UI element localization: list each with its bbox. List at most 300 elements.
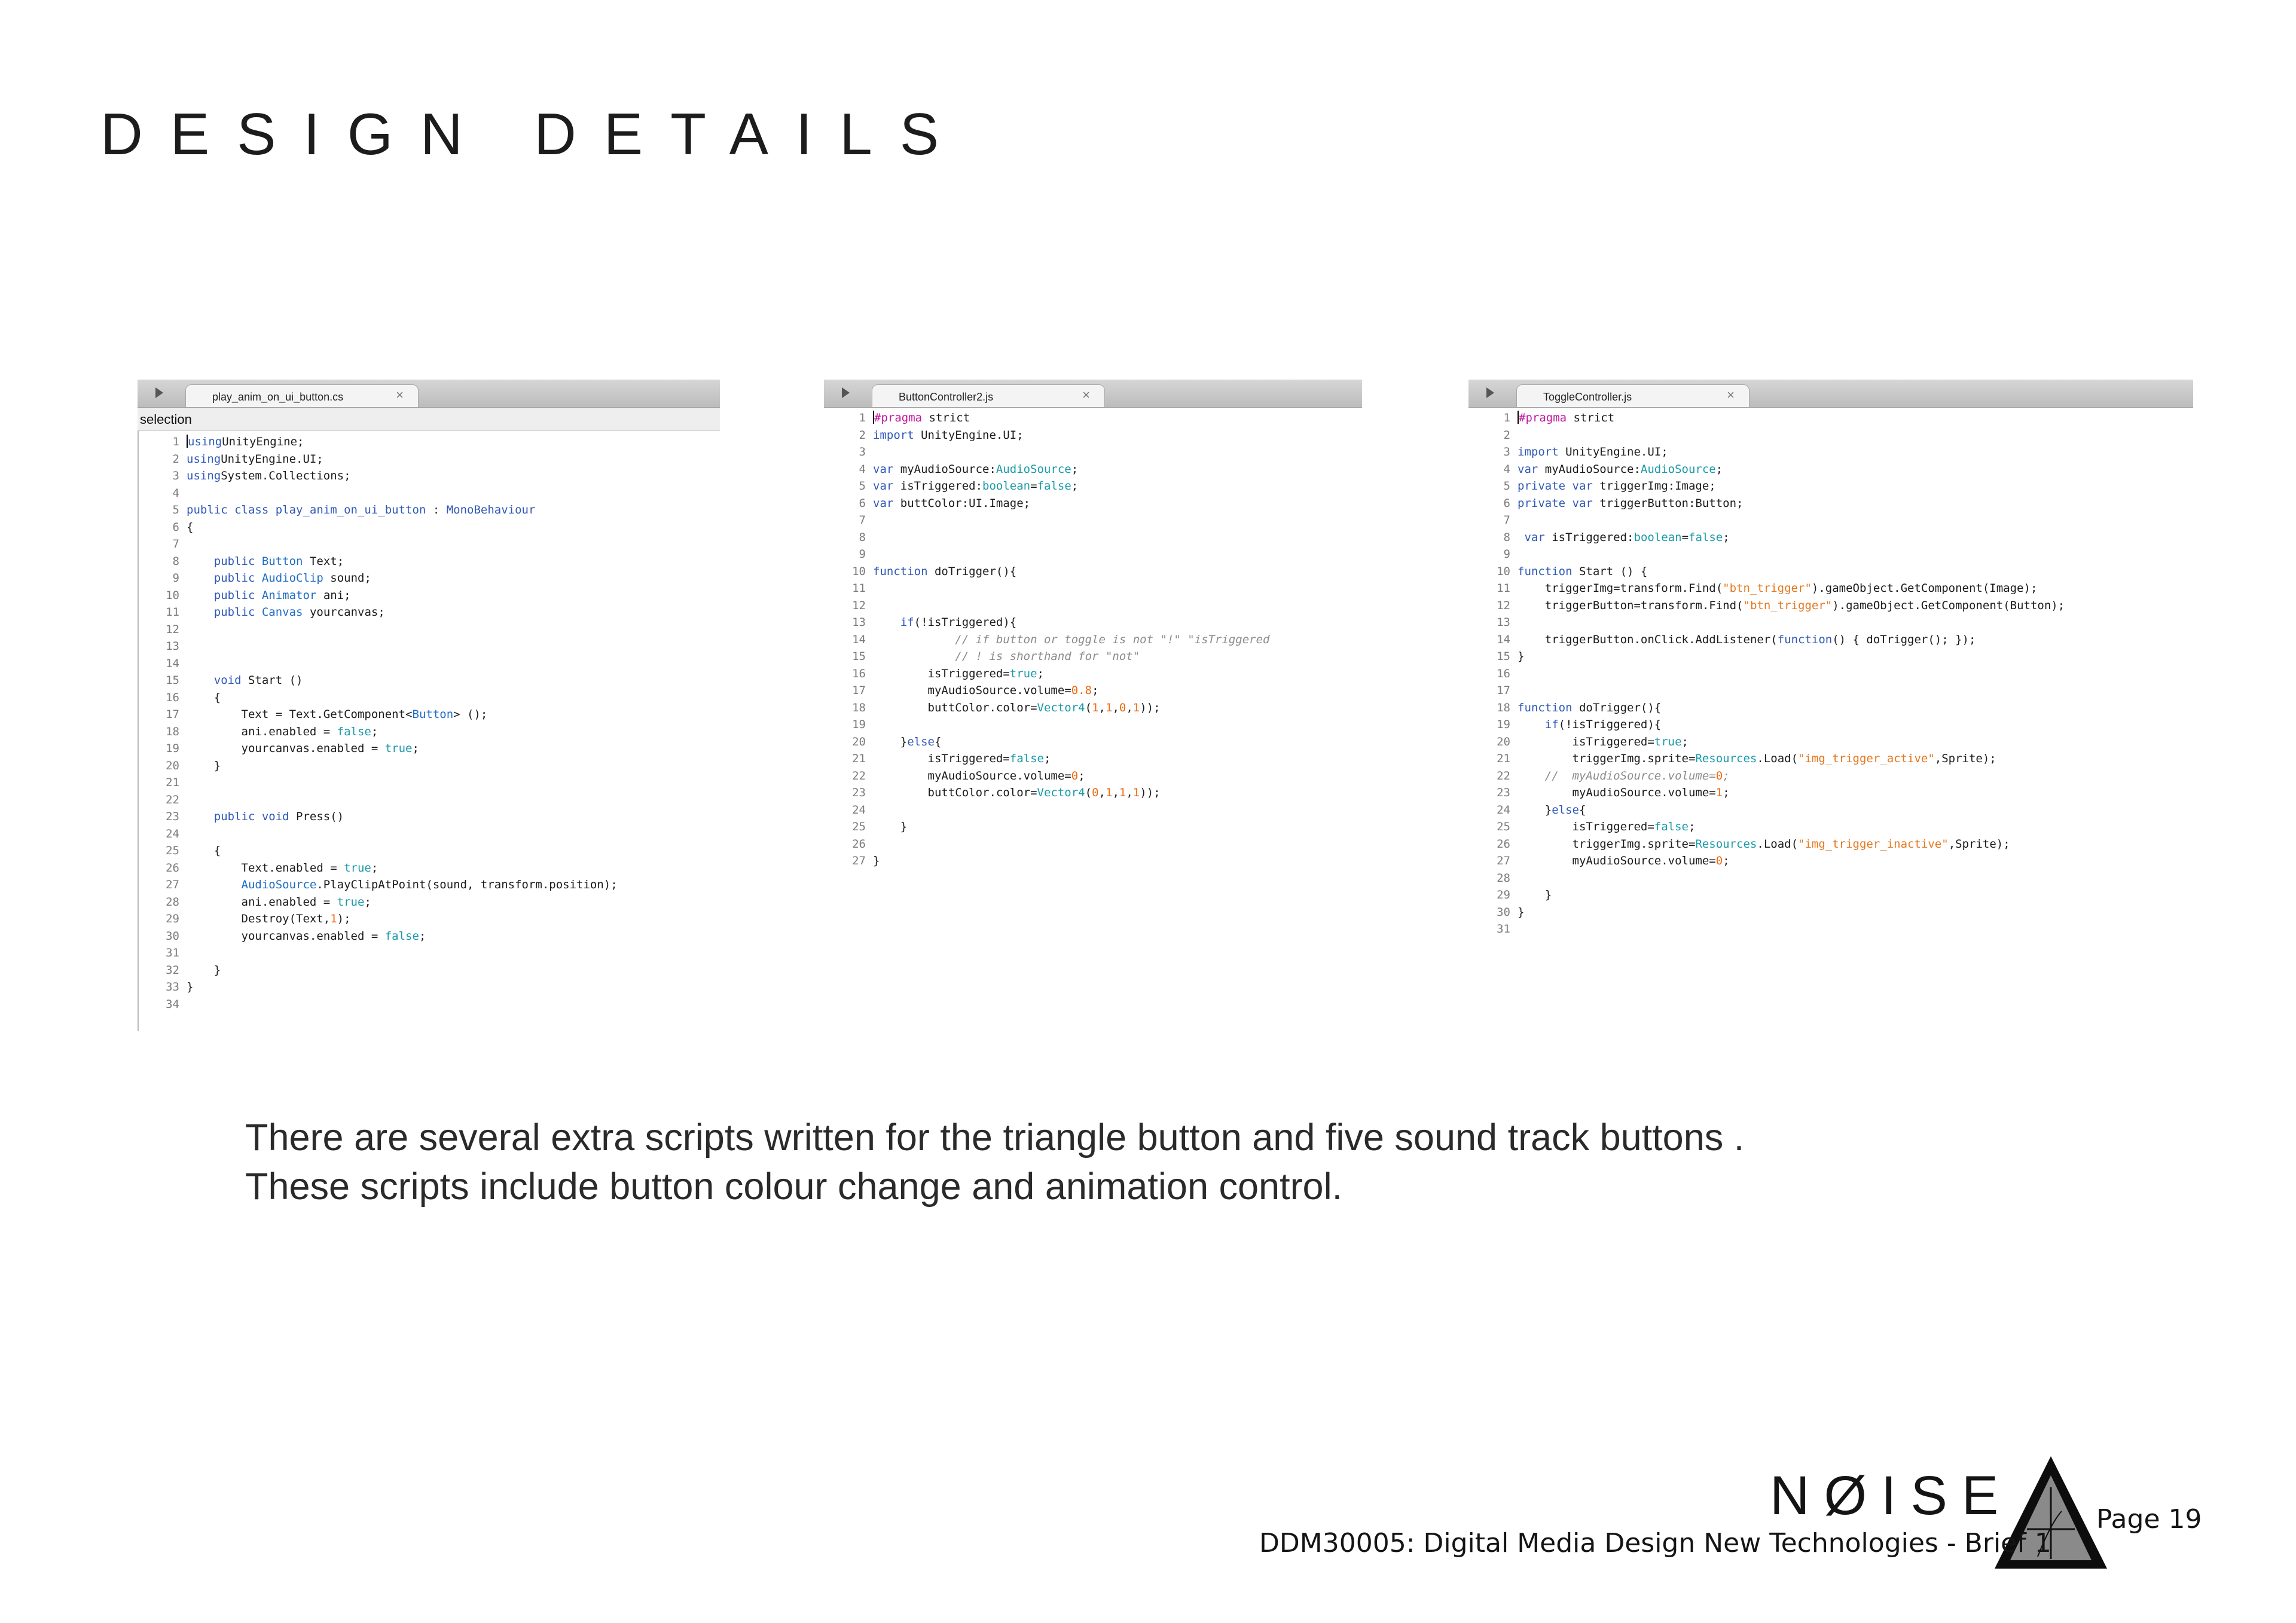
code-token: ; [1723,769,1730,783]
code-token: function [1518,564,1573,578]
line-number: 26 [1497,837,1510,851]
code-token: boolean [1634,530,1682,544]
code-line [1468,665,2193,683]
line-number: 12 [1497,598,1510,612]
description-paragraph [245,1113,1744,1211]
code-token: public [213,588,255,602]
code-token: } [1518,803,1552,817]
code-token: } [1518,650,1525,663]
code-token: ; [1681,735,1689,748]
code-token: Text.enabled = [187,861,344,875]
line-number: 1 [172,435,179,448]
line-number: 30 [166,929,179,943]
code-token: private var [1518,496,1593,510]
code-token: myAudioSource.volume= [873,769,1071,783]
line-number: 5 [859,479,866,493]
selection-bar [138,408,720,431]
code-screenshot-toggle-controller [1468,380,2193,942]
code-token: triggerButton:Button; [1592,496,1744,510]
code-token: System.Collections; [221,469,351,482]
line-number: 2 [859,428,866,442]
line-number: 10 [166,588,179,602]
code-line [824,461,1362,478]
line-number: 24 [1497,803,1510,817]
code-token [255,606,261,619]
code-token: )); [1140,701,1161,714]
code-token: , [1126,701,1133,714]
line-number: 5 [172,503,179,516]
code-token: { [187,520,194,534]
code-token: , [1126,786,1133,799]
code-token [873,650,955,663]
code-token [255,571,261,585]
code-line [1468,852,2193,870]
code-token [1518,718,1545,731]
code-line [824,716,1362,733]
code-token: 1 [1105,701,1113,714]
code-line [824,478,1362,495]
code-token: isTriggered= [1518,735,1654,748]
code-token: ; [371,725,378,738]
code-line [138,433,720,451]
line-number: 34 [166,997,179,1011]
code-line [138,587,720,604]
code-token: true [384,742,413,755]
code-token: Resources [1695,752,1757,765]
sidebar-toggle-icon[interactable] [1486,387,1494,398]
code-token: { [187,690,221,704]
code-screenshot-csharp [138,380,720,1031]
code-line [1468,409,2193,427]
code-token: public [213,554,255,568]
code-token: Animator [261,588,317,602]
code-token: Resources [1695,837,1757,851]
code-line [138,706,720,723]
line-number: 9 [859,548,866,561]
code-token: myAudioSource: [893,462,996,476]
code-token: 0 [1715,854,1723,867]
code-token: .Load( [1757,837,1799,851]
code-token: ; [1092,684,1099,697]
code-token: = [1030,479,1037,493]
line-number: 17 [1497,684,1510,697]
code-token: myAudioSource: [1538,462,1641,476]
code-line [824,512,1362,529]
code-token [187,878,242,891]
code-token: doTrigger(){ [927,564,1017,578]
code-token: AudioSource [996,462,1071,476]
code-token: ; [1071,479,1079,493]
line-number: 10 [852,564,866,578]
code-token: 1 [1092,701,1099,714]
code-line [138,791,720,809]
code-token: } [1518,888,1552,901]
line-number: 11 [166,606,179,619]
editor-tab-bar [824,380,1362,408]
code-token: Button [412,708,454,721]
code-token: yourcanvas.enabled = [187,929,385,943]
code-token: ; [371,861,378,875]
code-token: true [344,861,371,875]
code-token: public [213,606,255,619]
line-number: 21 [1497,752,1510,765]
code-line [138,945,720,962]
code-token: boolean [982,479,1031,493]
code-line [138,655,720,673]
line-number: 23 [852,786,866,799]
code-line [138,451,720,468]
code-token: buttColor.color= [873,786,1037,799]
code-line [138,604,720,621]
line-number: 18 [166,725,179,738]
code-token: false [1689,530,1723,544]
code-token: public [213,571,255,585]
line-number: 19 [852,718,866,731]
code-line [138,860,720,877]
line-number: 23 [166,810,179,823]
code-line [1468,818,2193,836]
code-token: ani.enabled = [187,895,337,909]
code-token: } [873,854,880,867]
code-token [1518,769,1545,783]
line-number: 28 [166,895,179,909]
code-line [824,784,1362,802]
line-number: 20 [1497,735,1510,748]
code-token: "btn_trigger" [1723,582,1812,595]
line-number: 16 [166,690,179,704]
code-token: doTrigger(){ [1572,701,1662,714]
code-token: buttColor:UI.Image; [893,496,1031,510]
line-number: 1 [859,411,866,424]
code-token: Vector4 [1037,701,1085,714]
code-line [138,570,720,587]
code-editor[interactable] [824,409,1362,870]
line-number: 17 [166,708,179,721]
line-number: 7 [1503,514,1510,527]
code-token: UnityEngine.UI; [1558,445,1668,459]
code-line [138,621,720,638]
code-token: void [213,674,242,687]
code-token: function [1777,632,1833,646]
line-number: 2 [1503,428,1510,442]
code-token: AudioSource [1640,462,1716,476]
code-line [1468,836,2193,853]
code-token: false [1654,820,1689,833]
line-number: 14 [1497,632,1510,646]
editor-tab[interactable] [185,384,419,407]
code-token: false [1009,752,1044,765]
page-number: Page 19 [2096,1504,2202,1535]
code-line [1468,733,2193,751]
code-token: Destroy(Text, [187,912,331,925]
code-line [824,802,1362,819]
code-token: var [1518,462,1538,476]
code-line [138,485,720,502]
code-token [873,616,900,629]
code-line [1468,495,2193,512]
code-line [138,928,720,945]
code-editor[interactable] [1468,409,2193,938]
code-token: "img_trigger_inactive" [1798,837,1949,851]
code-token: public void [213,810,289,823]
code-token: using [187,469,221,482]
code-line [138,962,720,979]
code-token: (!isTriggered){ [1558,718,1662,731]
sidebar-toggle-icon[interactable] [842,387,850,398]
line-number: 30 [1497,905,1510,919]
code-token: ; [412,742,419,755]
code-token: triggerButton=transform.Find( [1518,598,1744,612]
code-token: ; [364,895,371,909]
code-token: (!isTriggered){ [914,616,1017,629]
line-number: 27 [852,854,866,867]
code-token: strict [1567,411,1615,424]
code-token [187,810,214,823]
line-number: 31 [166,946,179,959]
code-token: #pragma [1519,411,1567,424]
line-number: 14 [852,632,866,646]
code-line [824,409,1362,427]
line-number: 6 [859,496,866,510]
code-token: isTriggered: [1544,530,1634,544]
code-editor[interactable] [138,433,720,1013]
line-number: 23 [1497,786,1510,799]
code-token: UnityEngine.UI; [221,452,323,466]
code-line [824,852,1362,870]
code-line [1468,597,2193,615]
line-number: 21 [852,752,866,765]
code-line [138,689,720,707]
page-title: DESIGN DETAILS [100,101,967,167]
editor-tab-label: ToggleController.js [1543,391,1632,403]
code-line [824,665,1362,683]
code-token: { [934,735,942,748]
code-line [1468,427,2193,444]
code-token: false [337,725,371,738]
code-line [1468,904,2193,921]
line-number: 22 [852,769,866,783]
code-line [1468,802,2193,819]
code-token: import [1518,445,1559,459]
code-line [138,553,720,570]
code-token: yourcanvas; [303,606,385,619]
editor-tab[interactable] [872,384,1105,407]
code-token: ; [1688,820,1696,833]
close-icon[interactable]: × [1082,387,1090,402]
code-line [824,444,1362,461]
line-number: 8 [859,530,866,544]
code-line [1468,546,2193,563]
line-number: 2 [172,452,179,466]
code-token: Button [261,554,303,568]
line-number: 24 [852,803,866,817]
code-token: .PlayClipAtPoint(sound, transform.position); [316,878,618,891]
line-number: 20 [166,759,179,772]
code-token: true [337,895,365,909]
code-line [824,648,1362,665]
code-line [1468,614,2193,631]
code-line [824,836,1362,853]
code-token: ; [1715,462,1723,476]
code-token: true [1654,735,1682,748]
code-token: else [907,735,935,748]
line-number: 27 [166,878,179,891]
code-line [1468,631,2193,649]
code-token: )); [1140,786,1161,799]
line-number: 4 [859,462,866,476]
code-token: .Load( [1757,752,1799,765]
code-line [138,740,720,757]
code-line [824,682,1362,699]
code-token: } [1518,905,1525,919]
line-number: 15 [852,650,866,663]
code-token: ); [337,912,351,925]
code-token: triggerImg.sprite= [1518,752,1696,765]
line-number: 1 [1503,411,1510,424]
code-token: MonoBehaviour [446,503,536,516]
line-number: 25 [166,844,179,857]
code-line [1468,768,2193,785]
code-token: Text; [303,554,344,568]
code-line [138,757,720,775]
code-token: ; [1723,530,1730,544]
code-token: Press() [289,810,344,823]
line-number: 3 [1503,445,1510,459]
code-line [1468,921,2193,938]
code-line [138,842,720,860]
code-token: ; [1723,854,1730,867]
code-token: private var [1518,479,1593,493]
line-number: 14 [166,656,179,670]
code-line [824,614,1362,631]
line-number: 25 [852,820,866,833]
code-line [138,826,720,843]
code-token: sound; [323,571,371,585]
line-number: 32 [166,963,179,977]
line-number: 18 [1497,701,1510,714]
line-number: 10 [1497,564,1510,578]
code-line [1468,512,2193,529]
code-token: if [900,616,914,629]
code-token: ( [1085,701,1092,714]
code-token: using [188,435,222,448]
code-line [1468,750,2193,768]
code-line [824,733,1362,751]
editor-tab-label: ButtonController2.js [899,391,994,403]
line-number: 26 [852,837,866,851]
code-token: } [873,735,908,748]
line-number: 6 [1503,496,1510,510]
code-token [187,555,214,568]
line-number: 12 [166,622,179,636]
sidebar-toggle-icon[interactable] [155,387,163,398]
code-token: = [1681,530,1689,544]
editor-tab-bar [1468,380,2193,408]
code-token: true [1009,667,1037,680]
code-token: 0 [1715,769,1723,783]
code-line [138,536,720,553]
code-token: : [426,503,447,516]
code-token: ; [1037,667,1044,680]
code-token: var [873,462,894,476]
code-line [824,427,1362,444]
line-number: 15 [1497,650,1510,663]
code-line [824,750,1362,768]
code-line [138,996,720,1013]
code-token: , [1112,786,1119,799]
line-number: 22 [1497,769,1510,783]
line-number: 29 [1497,888,1510,901]
code-token: , [1098,786,1106,799]
code-line [824,495,1362,512]
code-line [824,546,1362,563]
close-icon[interactable]: × [1727,387,1735,402]
code-token: { [187,844,221,857]
code-token: 1 [1132,701,1140,714]
line-number: 21 [166,776,179,789]
code-token: // if button or toggle is not "!" "isTriggered [955,632,1270,646]
code-line [1468,444,2193,461]
line-number: 16 [852,667,866,680]
line-number: 27 [1497,854,1510,867]
code-line [1468,699,2193,717]
code-token: // ! is shorthand for "not" [955,650,1140,663]
line-number: 11 [852,582,866,595]
code-line [138,672,720,689]
code-token: function [1518,701,1573,714]
code-token: ).gameObject.GetComponent(Image); [1811,582,2038,595]
code-token: 1 [1105,786,1113,799]
code-token: triggerImg.sprite= [1518,837,1696,851]
code-screenshot-button-controller [824,380,1362,876]
code-token [187,571,214,585]
line-number: 9 [1503,548,1510,561]
line-number: 4 [172,486,179,500]
code-token: 0 [1092,786,1099,799]
code-token: 0.8 [1071,684,1092,697]
code-line [824,818,1362,836]
code-token: myAudioSource.volume= [1518,786,1716,799]
editor-tab[interactable] [1516,384,1750,407]
line-number: 6 [172,520,179,534]
brand-logotype: NØISE [1770,1465,2013,1526]
code-line [138,774,720,791]
code-line [824,631,1362,649]
code-token: 0 [1119,701,1126,714]
close-icon[interactable]: × [396,387,404,402]
code-token: UnityEngine; [222,435,304,448]
line-number: 12 [852,598,866,612]
code-line [138,808,720,826]
line-number: 24 [166,827,179,840]
code-token: false [1037,479,1071,493]
code-line [1468,461,2193,478]
code-token: isTriggered= [1518,820,1654,833]
code-token: if [1544,718,1559,731]
line-number: 28 [1497,871,1510,885]
code-line [138,876,720,894]
code-token: // myAudioSource.volume= [1544,769,1716,783]
code-token: triggerButton.onClick.AddListener( [1518,632,1778,646]
code-token: 1 [1715,786,1723,799]
selection-label: selection [140,412,192,427]
line-number: 5 [1503,479,1510,493]
code-token: isTriggered: [893,479,983,493]
code-token: strict [922,411,970,424]
code-token: } [187,759,221,772]
code-token [255,555,261,568]
code-line [824,768,1362,785]
